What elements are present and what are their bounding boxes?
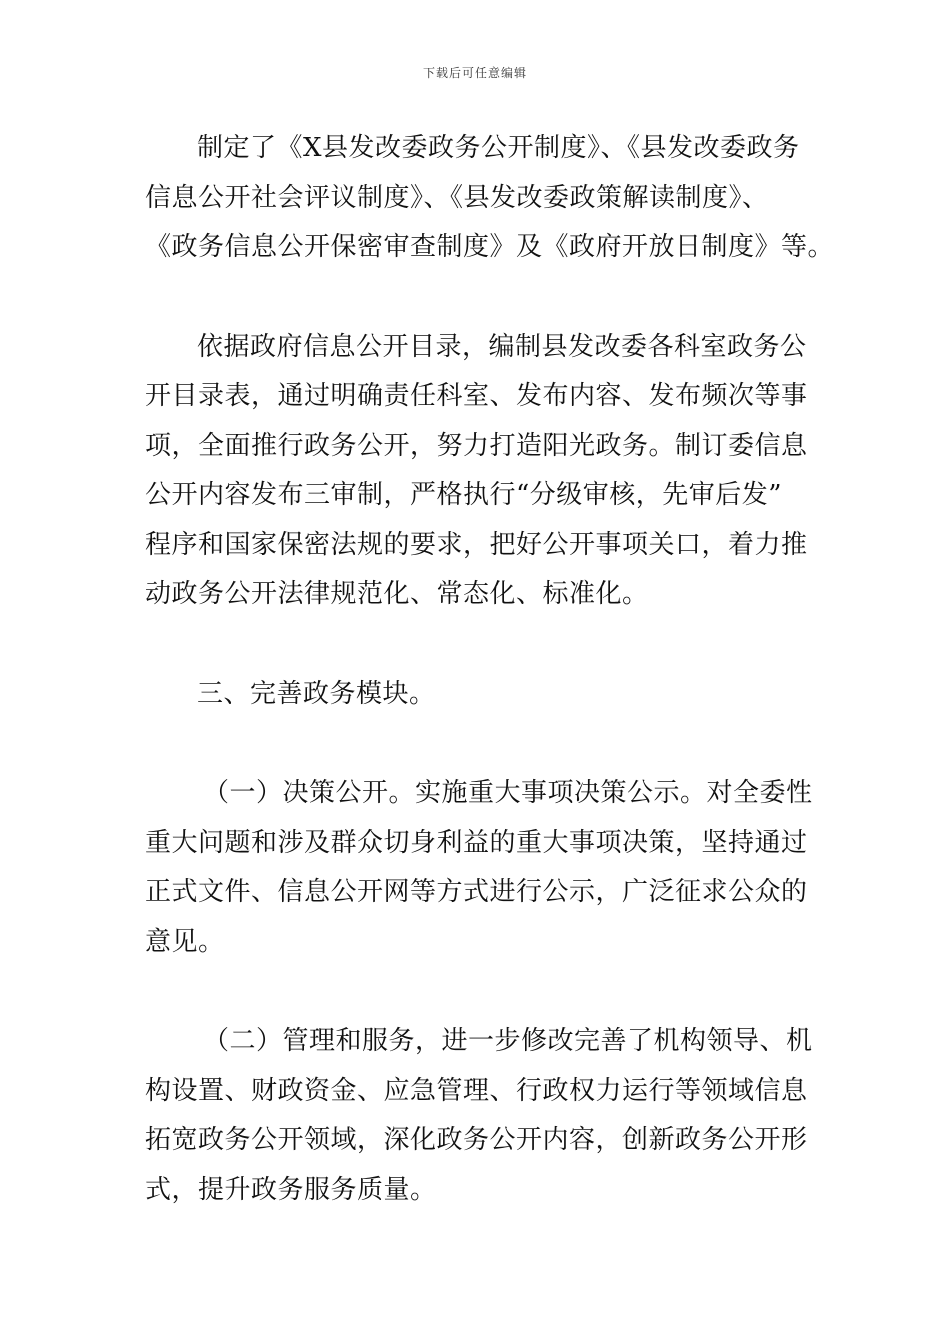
page-header: 下载后可任意编辑 xyxy=(422,66,527,80)
paragraph-line: 动政务公开法律规范化、常态化、标准化。 xyxy=(145,579,649,609)
paragraph-2 xyxy=(145,323,808,620)
paragraph-line: （一）决策公开。实施重大事项决策公示。对全委性 xyxy=(203,778,813,808)
paragraph-1 xyxy=(145,124,835,273)
paragraph-line: 公开内容发布三审制，严格执行“分级审核，先审后发” xyxy=(145,480,783,510)
paragraph-line: 意见。 xyxy=(145,926,225,957)
paragraph-management-service xyxy=(145,1017,813,1215)
paragraph-line: 依据政府信息公开目录，编制县发改委各科室政务公 xyxy=(197,331,807,362)
paragraph-line: 信息公开社会评议制度》、《县发改委政策解读制度》、 xyxy=(145,182,769,213)
paragraph-line: 式，提升政务服务质量。 xyxy=(145,1174,437,1205)
paragraph-line: 项，全面推行政务公开，努力打造阳光政务。制订委信息 xyxy=(145,430,808,461)
paragraph-line: 重大问题和涉及群众切身利益的重大事项决策，坚持通过 xyxy=(145,827,808,858)
section-heading-text: 三、完善政务模块。 xyxy=(197,678,436,709)
paragraph-line: 程序和国家保密法规的要求，把好公开事项关口，着力推 xyxy=(145,529,808,560)
paragraph-line: （二）管理和服务，进一步修改完善了机构领导、机 xyxy=(203,1026,813,1056)
section-heading xyxy=(145,670,805,720)
paragraph-line: 《政务信息公开保密审查制度》及《政府开放日制度》等。 xyxy=(145,232,835,262)
document-body xyxy=(145,124,835,1215)
paragraph-line: 制定了《X县发改委政务公开制度》、《县发改委政务 xyxy=(197,133,800,163)
paragraph-line: 构设置、财政资金、应急管理、行政权力运行等领域信息 xyxy=(145,1075,808,1106)
paragraph-decision-disclosure xyxy=(145,769,813,967)
paragraph-line: 正式文件、信息公开网等方式进行公示，广泛征求公众的 xyxy=(145,877,808,907)
paragraph-line: 拓宽政务公开领域，深化政务公开内容，创新政务公开形 xyxy=(145,1125,808,1155)
paragraph-line: 开目录表，通过明确责任科室、发布内容、发布频次等事 xyxy=(145,381,808,411)
